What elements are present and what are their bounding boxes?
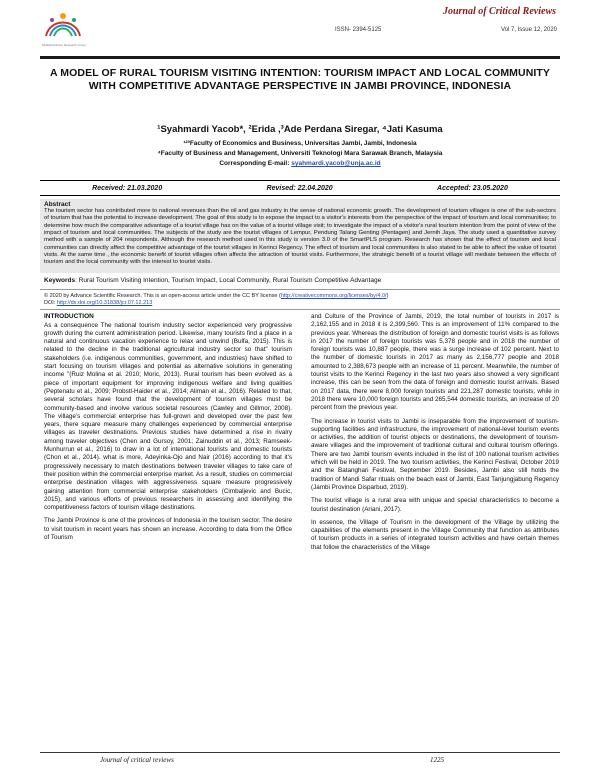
doi-link[interactable]: http://dx.doi.org/10.31838/jcr.07.12.213 (56, 300, 153, 307)
page-number: 1225 (430, 756, 444, 764)
logo-caption: Multidisciplinary Research Group (41, 43, 87, 47)
authors: ¹Syahmardi Yacob*, ²Erida ,³Ade Perdana Siregar, ⁴Jati Kasuma (157, 124, 443, 135)
header-rule (40, 56, 560, 59)
abstract-heading: Abstract (44, 201, 71, 208)
paragraph: The tourist village is a rural area with unique and special characteristics to become a tourist destination (Ariani, 2017). (311, 497, 559, 513)
footer-rule (40, 752, 560, 753)
introduction-heading: INTRODUCTION (44, 313, 94, 320)
email-link[interactable]: syahmardi.yacob@unja.ac.id (291, 160, 381, 167)
affiliation-2: ⁴Faculty of Business and Management, Universiti Teknologi Mara Sarawak Branch, Malaysia (157, 150, 443, 157)
license-line (44, 293, 560, 300)
paper-title: A MODEL OF RURAL TOURISM VISITING INTENTION: TOURISM IMPACT AND LOCAL COMMUNITY WITH COMPETITIVE ADVANTAGE PERSPECTIVE IN JAMBI PROVINCE, INDONESIA (49, 67, 551, 93)
doi-label: DOI: (44, 300, 57, 307)
left-column (44, 313, 292, 547)
abstract-box (40, 199, 560, 273)
issn: ISSN- 2394-5125 (335, 27, 382, 33)
license-link[interactable]: http://creativecommons.org/licenses/by/4.0/ (280, 293, 387, 299)
paragraph: In essence, the Village of Tourism in the development of the Village by utilizing the capabilities of the elements present in the Village Community that function as attributes of tourism products in a series of integrated tourism activities and have certain themes that follow the characteristics of the Village (311, 518, 559, 551)
corresponding-email (44, 160, 556, 167)
paragraph: The Jambi Province is one of the provinces of Indonesia in the tourism sector. The desire to visit tourism in recent years has shown an increase. According to data from the Office of Tourism (44, 517, 292, 541)
copyright-notice (44, 293, 560, 307)
footer-journal: Journal of critical reviews (100, 756, 174, 764)
license-close: ) (386, 293, 389, 299)
keywords (44, 277, 560, 284)
journal-meta (335, 27, 557, 33)
abstract-text: The tourism sector has contributed more to national revenues than the oil and gas industry in the sense of national economic growth. The development of tourism villages is one of the sub-sectors of tourism that has the potential to increase development. The goal of this study is to expose the impact to a visitor's interests from the perspective of the impact of tourism and local communities; to determine how much the comparative advantage of a tourist village has on the value of a tourist village visit; to investigate the impact of a visitor's rural tourism intention from the point of view of the impact of tourism and local communities. The subjects of the study are the tourist villages of Lempur, Pendung Talang Genting (Pentagen) and Jernih Jaya. The study used a quantitative survey method with a sample of 204 respondents. Although the research method used in this study is version 3.0 of the SmartPLS program. Research has shown that the effect of tourism and local communities can directly affect the competitive advantage of the tourist villages in Kerinci Regency. The effect of tourism and local communities is also stated to be able to affect the value of tourist visits. At the same time , the economic benefit of tourist villages often affects the attraction of tourist visits. Furthermore, the strategic benefit of a tourist village will mediate between the effects of tourism and the local community with the interest to tourist visits. (44, 208, 556, 266)
copyright-rule (40, 309, 560, 310)
journal-logo (40, 6, 86, 44)
doi-line (44, 300, 560, 307)
paragraph: As a consequence The national tourism industry sector experienced very progressive growth during the current administration period. Likewise, many tourists find a place in a natural and continuous vacation experience to relax and unwind (Bulfa, 2015). This is related to the decline in the traditional agricultural industry sector so that" tourism stakeholders (i.e. indigenous communities, government, and industries) have shifted to start focusing on tourism villages and potential as alternative solutions in generating income "(Ruiz Molina et al. 2010; Moric, 2013). Rural tourism has been evolved as a piece of important equipment for improving indigenous welfare and living qualities (Peptenatu et al., 2009; Probstl-Haider et al., 2014; Aliman et al., 2016). Related to that, several scholars have found that the development of tourism villages must be community-based and involve various societal resources (Cawley and Gillmor, 2008). The village's commercial enterprise has full-grown and developed over the past few years, there square measure many challenges experienced by commercial enterprise villages as traveler destinations. Previous studies have determined a rise in rivalry among traveler objectives (Chen and Gursoy, 2001; Zainuddin et al., 2013; Ramseek-Munhurrun et al., 2016) to draw in a lot of international tourists and domestic tourists (Chon et al., 2014). what is more, Adeyinka-Ojo and Nair (2016) according to that it's progressively necessary to match destinations between traveler villages to take care of their position within the commercial enterprise market. As a result, studies on commercial enterprise destination villages with aggressiveness square measure progressively gaining attention from commercial enterprise stakeholders (Cimbaljevic and Bucic, 2015), and various efforts of previous researchers in assessing and identifying the competitiveness factors of tourism village destinations. (44, 321, 292, 512)
keywords-rule (40, 289, 560, 290)
volume-issue: Vol 7, Issue 12, 2020 (500, 27, 557, 33)
keywords-text: : Rural Tourism Visiting Intention, Tourism Impact, Local Community, Rural Tourism Competitive Advantage (75, 277, 382, 284)
license-text: © 2020 by Advance Scientific Research. This is an open-access article under the CC BY license ( (44, 293, 281, 299)
paragraph: and Culture of the Province of Jambi, 2019, the total number of tourists in 2017 is 2,162,155 and in 2018 it is 2,399,560. This is an improvement of 11% compared to the previous year. Whereas the distribution of foreign and domestic tourist visits is as follows in 2017 the number of foreign tourists was 5,378 people and in 2018 the number of foreign tourists was 10,887 people, there was a surge increase of 102 percent. Next to the number of domestic tourists in 2017 as many as 2,156,777 people and 2018 amounted to 2,388,673 people with an increase of 11 percent. Meanwhile, the number of tourist visits to the Kerinci Regency in the last two years also showed a very significant increase, this can be seen from the data of foreign and domestic tourist arrivals. Based on 2017 data, there were 8,000 foreign tourists and 221,287 domestic tourists, while in 2018 there were 10,000 foreign tourists and 265,544 domestic tourists, an increase of 20 percent from the previous year. (311, 313, 559, 412)
right-column (311, 313, 559, 557)
dates-bar (40, 180, 560, 196)
keywords-label: Keywords (44, 277, 76, 284)
paragraph: The increase in tourist visits to Jambi is inseparable from the improvement of tourism-supporting facilities and infrastructure, the improvement of national-level tourism events or activities, the addition of tourist objects or destinations, the development of tourism-aware villages and the improvement of traditional cultural and cultural tourism offerings. There are two Jambi tourism events included in the list of 100 national tourism activities which will be held in 2019. The two tourism activities, the Kerinci Festival, October 2019 and the Batanghari Festival, September 2019. Besides, Jambi also still holds the tradition of Mandi Safar rituals on the beach east of Jambi, East Tanjungjabung Regency (Jambi Province Disparbud, 2019). (311, 417, 559, 491)
affiliation-1: ¹²³Faculty of Economics and Business, Universitas Jambi, Jambi, Indonesia (183, 140, 417, 147)
journal-name: Journal of Critical Reviews (442, 6, 556, 17)
revised-date: Revised: 22.04.2020 (266, 184, 333, 192)
accepted-date: Accepted: 23.05.2020 (437, 184, 508, 192)
received-date: Received: 21.03.2020 (92, 184, 163, 192)
email-label: Corresponding E-mail: (219, 160, 292, 167)
